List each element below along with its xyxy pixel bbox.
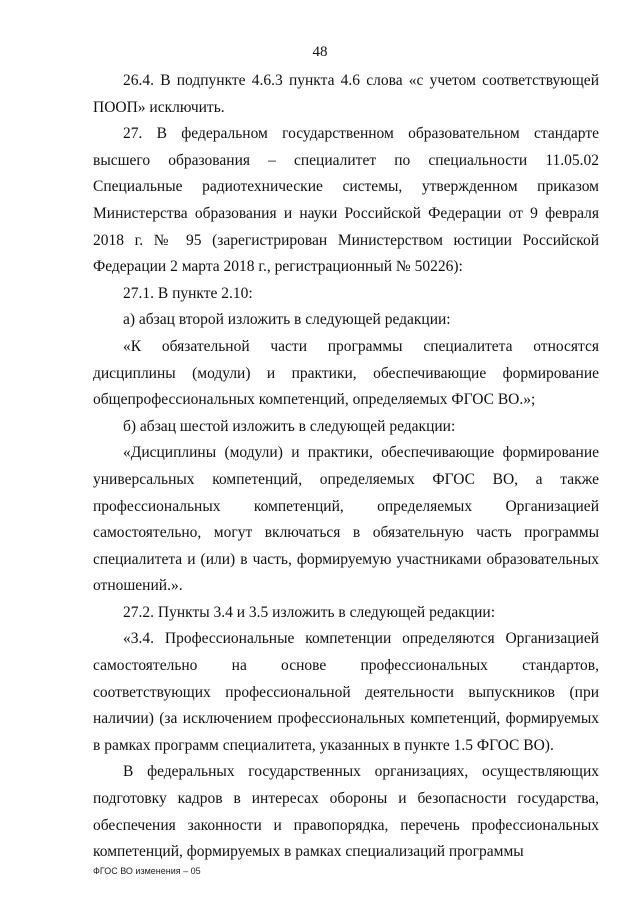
paragraph-federal-orgs: В федеральных государственных организациях, осуществляющих подготовку кадров в интересах обороны и безопасности государства, обеспечения законности и правопорядка, перечень профессиональных компетенций, формируемых в рамках специализаций программы (93, 763, 599, 861)
paragraph-item-a: а) абзац второй изложить в следующей редакции: (123, 311, 451, 329)
page-number: 48 (312, 44, 328, 60)
paragraph-quote-b: «Дисциплины (модули) и практики, обеспечивающие формирование универсальных компетенций, определяемых ФГОС ВО, а также профессиональных компетенций, определяемых Организацией самостоятельно, могут включаться в обязательную часть программы специалитета и (или) в часть, формируемую участниками образовательных отношений.». (93, 444, 599, 595)
footer-note: ФГОС ВО изменения – 05 (93, 866, 201, 876)
document-body (93, 68, 599, 866)
paragraph-27-1: 27.1. В пункте 2.10: (123, 284, 253, 302)
paragraph-item-b: б) абзац шестой изложить в следующей редакции: (123, 417, 456, 435)
paragraph-27: 27. В федеральном государственном образовательном стандарте высшего образования – специалитет по специальности 11.05.02 Специальные радиотехнические системы, утвержденном приказом Министерства образования и науки Российской Федерации от 9 февраля 2018 г. № 95 (зарегистрирован Министерством юстиции Российской Федерации 2 марта 2018 г., регистрационный № 50226): (93, 125, 599, 276)
paragraph-26-4: 26.4. В подпункте 4.6.3 пункта 4.6 слова «с учетом соответствующей ПООП» исключить. (93, 72, 599, 116)
paragraph-3-4: «3.4. Профессиональные компетенции определяются Организацией самостоятельно на основе профессиональных стандартов, соответствующих профессиональной деятельности выпускников (при наличии) (за исключением профессиональных компетенций, формируемых в рамках программ специалитета, указанных в пункте 1.5 ФГОС ВО). (93, 630, 599, 754)
paragraph-27-2: 27.2. Пункты 3.4 и 3.5 изложить в следующей редакции: (123, 603, 496, 621)
paragraph-quote-a: «К обязательной части программы специалитета относятся дисциплины (модули) и практики, обеспечивающие формирование общепрофессиональных компетенций, определяемых ФГОС ВО.»; (93, 337, 599, 409)
